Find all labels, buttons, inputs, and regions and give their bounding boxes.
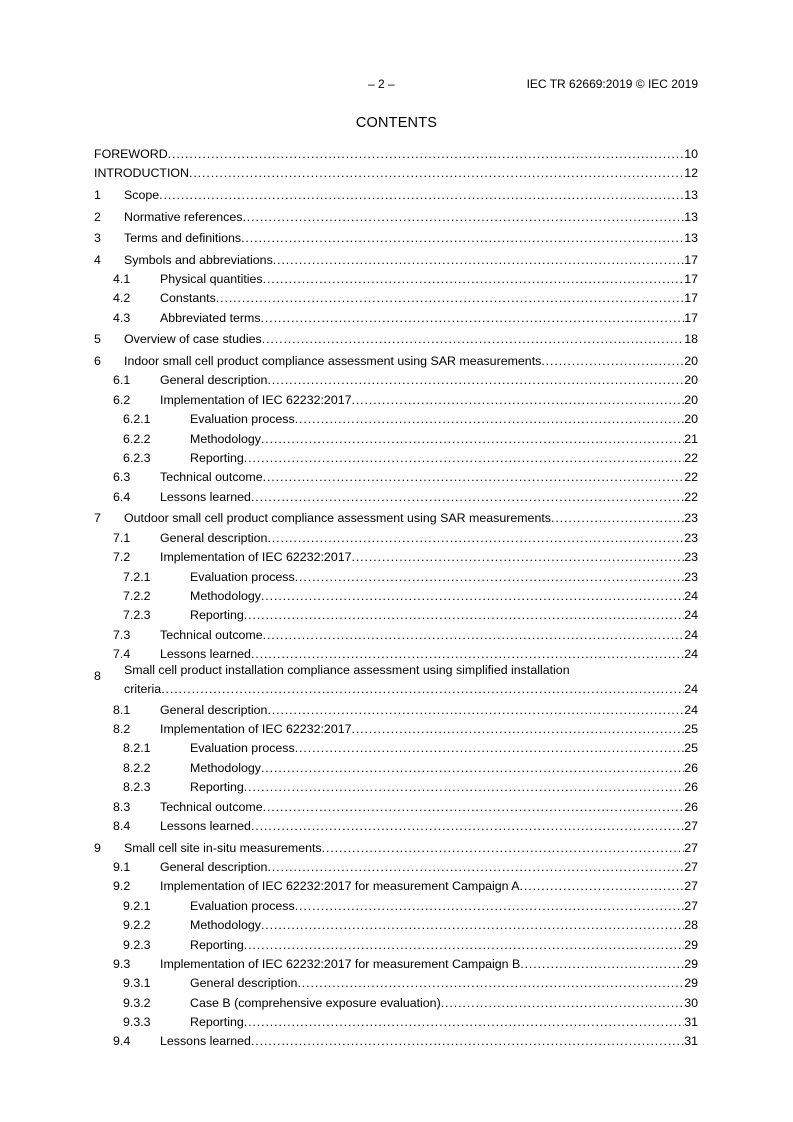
- toc-entry-page: 20: [684, 354, 698, 369]
- toc-entry-page: 29: [684, 937, 698, 952]
- toc-entry-line: [160, 468, 698, 487]
- toc-entry-title: Terms and definitions: [124, 231, 242, 246]
- toc-entry-line: [160, 701, 698, 720]
- toc-entry-page: 25: [684, 741, 698, 756]
- toc-entry-page: 20: [684, 412, 698, 427]
- toc-entry-page: 23: [684, 550, 698, 565]
- toc-entry[interactable]: [94, 916, 698, 935]
- toc-entry[interactable]: [94, 606, 698, 625]
- toc-entry[interactable]: [94, 778, 698, 797]
- toc-entry-number: 4.2: [113, 291, 131, 306]
- dot-leader: [261, 309, 685, 328]
- dot-leader: [295, 739, 685, 758]
- toc-entry-title: Lessons learned: [160, 489, 251, 504]
- toc-entry[interactable]: [94, 145, 698, 164]
- toc-entry-line: [160, 289, 698, 308]
- toc-entry-line: [160, 798, 698, 817]
- toc-entry-title: Case B (comprehensive exposure evaluation): [190, 995, 441, 1010]
- toc-entry-page: 24: [684, 702, 698, 717]
- dot-leader: [261, 759, 684, 778]
- toc-entry-number: 9.4: [113, 1034, 131, 1049]
- toc-entry[interactable]: [94, 701, 698, 720]
- toc-entry-page: 23: [684, 569, 698, 584]
- toc-entry[interactable]: [94, 186, 698, 205]
- toc-entry-page: 27: [684, 879, 698, 894]
- toc-entry-title: Reporting: [190, 780, 244, 795]
- toc-entry-page: 10: [684, 147, 698, 161]
- toc-entry-line: [160, 371, 698, 390]
- toc-entry[interactable]: [94, 759, 698, 778]
- toc-entry-title: General description: [160, 702, 268, 717]
- toc-entry-page: 24: [684, 608, 698, 623]
- toc-entry-line: [160, 626, 698, 645]
- dot-leader: [244, 936, 684, 955]
- toc-entry-page: 23: [684, 530, 698, 545]
- toc-entry-title: Lessons learned: [160, 819, 251, 833]
- toc-entry[interactable]: [94, 798, 698, 817]
- toc-entry-page: 13: [684, 209, 698, 224]
- dot-leader: [441, 994, 685, 1013]
- toc-entry-title: Implementation of IEC 62232:2017 for measurement Campaign A: [160, 879, 520, 894]
- toc-entry-line: [190, 916, 698, 935]
- toc-entry-line: [124, 229, 698, 248]
- toc-entry-line: [190, 739, 698, 758]
- toc-entry-number: 6.2.3: [123, 450, 151, 465]
- toc-entry[interactable]: [94, 994, 698, 1013]
- toc-entry-number: 8.3: [113, 799, 131, 814]
- toc-entry-title: criteria: [124, 681, 162, 696]
- dot-leader: [189, 164, 684, 183]
- toc-entry-line: [160, 720, 698, 739]
- dot-leader: [551, 509, 684, 528]
- toc-entry-title-line1: Small cell product installation compliance assessment using simplified installation: [124, 662, 570, 677]
- toc-entry-page: 22: [684, 450, 698, 465]
- toc-entry-title: Constants: [160, 291, 216, 306]
- toc-entry-number: 4.3: [113, 310, 131, 325]
- toc-entry[interactable]: [94, 208, 698, 227]
- toc-entry[interactable]: [94, 352, 698, 371]
- page-number: – 2 –: [368, 77, 395, 91]
- toc-entry-page: 25: [684, 722, 698, 737]
- dot-leader: [541, 352, 684, 371]
- toc-entry-line: [190, 974, 698, 993]
- toc-entry-title: Technical outcome: [160, 470, 263, 485]
- toc-entry-title: Small cell site in-situ measurements: [124, 840, 322, 855]
- toc-entry[interactable]: [94, 720, 698, 739]
- toc-entry-line: [190, 994, 698, 1013]
- toc-entry-number: 9.3.3: [123, 1015, 151, 1030]
- toc-entry-number: 7.3: [113, 627, 131, 642]
- toc-entry-title: General description: [160, 530, 268, 545]
- toc-entry-title: Implementation of IEC 62232:2017: [160, 722, 352, 737]
- toc-entry-title: INTRODUCTION: [94, 166, 189, 181]
- toc-entry-title: General description: [190, 976, 298, 991]
- toc-entry-title: Reporting: [190, 1015, 244, 1030]
- toc-entry-page: 20: [684, 392, 698, 407]
- toc-entry-number: 9: [94, 840, 101, 855]
- toc-entry-number: 8.2.1: [123, 741, 151, 756]
- toc-entry-page: 27: [684, 840, 698, 855]
- dot-leader: [261, 916, 684, 935]
- toc-entry-line: [160, 391, 698, 410]
- toc-entry-page: 27: [684, 859, 698, 874]
- dot-leader: [262, 330, 684, 349]
- toc-entry-number: 7.2.2: [123, 588, 151, 603]
- toc-entry-title: Evaluation process: [190, 898, 295, 913]
- toc-entry-line: [190, 430, 698, 449]
- toc-entry-number: 8.2: [113, 722, 131, 737]
- toc-entry-number: 5: [94, 332, 101, 347]
- toc-entry-line: [190, 778, 698, 797]
- toc-entry-number: 3: [94, 231, 101, 246]
- toc-entry[interactable]: [94, 897, 698, 916]
- toc-entry-number: 6.2: [113, 392, 131, 407]
- dot-leader: [244, 778, 684, 797]
- toc-entry-title: Reporting: [190, 608, 244, 623]
- toc-entry[interactable]: [94, 391, 698, 410]
- toc-entry[interactable]: [94, 662, 698, 701]
- dot-leader: [216, 289, 684, 308]
- toc-entry-line: [160, 529, 698, 548]
- toc-entry-title: Reporting: [190, 450, 244, 465]
- toc-entry[interactable]: [94, 270, 698, 289]
- toc-entry-title: General description: [160, 373, 268, 388]
- toc-entry-line: [190, 936, 698, 955]
- toc-entry-number: 9.2.1: [123, 898, 151, 913]
- toc-entry[interactable]: [94, 488, 698, 507]
- toc-entry-number: 8.2.2: [123, 760, 151, 775]
- toc-entry[interactable]: [94, 877, 698, 896]
- toc-entry-line: [124, 251, 698, 270]
- toc-entry-page: 22: [684, 470, 698, 485]
- toc-entry-line: [94, 145, 698, 164]
- toc-entry-title: Implementation of IEC 62232:2017 for measurement Campaign B: [160, 956, 521, 971]
- toc-entry[interactable]: [94, 739, 698, 758]
- toc-entry-number: 7.2.1: [123, 569, 151, 584]
- dot-leader: [322, 839, 685, 858]
- toc-entry-line: [124, 208, 698, 227]
- toc-entry[interactable]: [94, 529, 698, 548]
- toc-entry-line: [190, 1013, 698, 1032]
- toc-entry-page: 22: [684, 489, 698, 504]
- dot-leader: [267, 701, 684, 720]
- toc-entry-line: [190, 606, 698, 625]
- toc-entry-number: 8.4: [113, 819, 131, 833]
- toc-entry-title: Normative references: [124, 209, 243, 224]
- toc-entry[interactable]: [94, 229, 698, 248]
- toc-entry-page: 28: [684, 918, 698, 933]
- toc-entry-number: 9.2.2: [123, 918, 151, 933]
- toc-entry-line: [94, 164, 698, 183]
- table-of-contents: [94, 145, 698, 1052]
- toc-entry[interactable]: [94, 164, 698, 183]
- toc-entry-page: 27: [684, 819, 698, 833]
- toc-entry[interactable]: [94, 330, 698, 349]
- toc-entry-page: 29: [684, 956, 698, 971]
- toc-entry-number: 7.4: [113, 647, 131, 662]
- toc-entry-number: 8.1: [113, 702, 131, 717]
- toc-entry-number: 6.4: [113, 489, 131, 504]
- toc-entry-line: [124, 330, 698, 349]
- toc-entry-number: 7: [94, 511, 101, 526]
- page-header: [0, 77, 793, 93]
- toc-entry-page: 13: [684, 187, 698, 202]
- dot-leader: [352, 391, 685, 410]
- toc-entry-page: 26: [684, 799, 698, 814]
- toc-entry-title: Methodology: [190, 760, 261, 775]
- toc-entry-number: 9.2.3: [123, 937, 151, 952]
- toc-entry-number: 6.2.2: [123, 431, 151, 446]
- toc-entry-title: Implementation of IEC 62232:2017: [160, 550, 352, 565]
- toc-entry-number: 1: [94, 187, 101, 202]
- dot-leader: [520, 955, 684, 974]
- dot-leader: [297, 974, 684, 993]
- toc-entry-line: [160, 270, 698, 289]
- toc-entry-title: Outdoor small cell product compliance assessment using SAR measurements: [124, 511, 551, 526]
- toc-entry[interactable]: [94, 955, 698, 974]
- toc-entry-title: Lessons learned: [160, 647, 251, 662]
- toc-entry-number: 9.2: [113, 879, 131, 894]
- toc-entry-title: Evaluation process: [190, 412, 295, 427]
- toc-entry-line: [124, 186, 698, 205]
- toc-entry-number: 7.2: [113, 550, 131, 565]
- toc-entry-page: 17: [684, 252, 698, 267]
- toc-entry-page: 17: [684, 310, 698, 325]
- toc-entry-title: Symbols and abbreviations: [124, 252, 273, 267]
- toc-entry-line: [160, 858, 698, 877]
- toc-entry-number: 9.1: [113, 859, 131, 874]
- toc-entry[interactable]: [94, 839, 698, 858]
- toc-entry-line: [124, 509, 698, 528]
- toc-entry-title: Indoor small cell product compliance assessment using SAR measurements: [124, 354, 542, 369]
- toc-entry[interactable]: [94, 371, 698, 390]
- dot-leader: [244, 606, 684, 625]
- toc-entry-title: Technical outcome: [160, 799, 263, 814]
- dot-leader: [261, 430, 684, 449]
- toc-entry-page: 20: [684, 373, 698, 388]
- toc-entry-number: 9.3.2: [123, 995, 151, 1010]
- toc-entry-number: 6.1: [113, 373, 131, 388]
- toc-entry[interactable]: [94, 858, 698, 877]
- toc-entry[interactable]: [94, 626, 698, 645]
- page-title: CONTENTS: [355, 115, 438, 131]
- toc-entry-title: Methodology: [190, 918, 261, 933]
- dot-leader: [267, 371, 684, 390]
- toc-entry-line: [190, 759, 698, 778]
- toc-entry-page: 29: [684, 976, 698, 991]
- toc-entry-title: Implementation of IEC 62232:2017: [160, 392, 352, 407]
- toc-entry-line: [160, 548, 698, 567]
- dot-leader: [263, 468, 685, 487]
- toc-entry-line: [190, 568, 698, 587]
- dot-leader: [263, 798, 685, 817]
- toc-entry-line: [160, 309, 698, 328]
- toc-entry-title: Evaluation process: [190, 569, 295, 584]
- toc-entry-page: 17: [684, 291, 698, 306]
- toc-entry-title: Methodology: [190, 588, 261, 603]
- toc-entry-line: [160, 488, 698, 507]
- dot-leader: [273, 251, 684, 270]
- toc-entry-title: Technical outcome: [160, 627, 263, 642]
- toc-entry[interactable]: [94, 568, 698, 587]
- toc-entry-page: 24: [684, 588, 698, 603]
- toc-entry[interactable]: [94, 587, 698, 606]
- toc-entry-page: 23: [684, 511, 698, 526]
- dot-leader: [251, 488, 684, 507]
- toc-entry-title: Lessons learned: [160, 1034, 251, 1049]
- toc-entry-page: 21: [684, 431, 698, 446]
- toc-entry-number: 7.1: [113, 530, 131, 545]
- dot-leader: [352, 720, 685, 739]
- toc-entry[interactable]: [94, 936, 698, 955]
- toc-entry-number: 8: [94, 668, 101, 683]
- toc-entry-number: 8.2.3: [123, 780, 151, 795]
- toc-entry-page: 24: [684, 647, 698, 662]
- document-reference: IEC TR 62669:2019 © IEC 2019: [526, 77, 698, 91]
- toc-entry-line: [124, 839, 698, 858]
- dot-leader: [263, 270, 685, 289]
- dot-leader: [263, 626, 685, 645]
- toc-entry-title: Physical quantities: [160, 272, 263, 287]
- dot-leader: [261, 587, 684, 606]
- dot-leader: [242, 208, 684, 227]
- toc-entry-page: 12: [684, 166, 698, 181]
- dot-leader: [295, 897, 685, 916]
- toc-entry-line: [190, 897, 698, 916]
- dot-leader: [161, 680, 684, 699]
- toc-entry-number: 4: [94, 252, 101, 267]
- toc-entry-number: 6.2.1: [123, 412, 151, 427]
- toc-entry-page: 13: [684, 231, 698, 246]
- dot-leader: [244, 1013, 684, 1032]
- toc-entry[interactable]: [94, 449, 698, 468]
- toc-entry-page: 27: [684, 898, 698, 913]
- toc-entry-page: 18: [684, 332, 698, 347]
- toc-entry-number: 9.3.1: [123, 976, 151, 991]
- dot-leader: [159, 186, 684, 205]
- dot-leader: [267, 529, 684, 548]
- toc-entry-title: Reporting: [190, 937, 244, 952]
- toc-entry-number: 4.1: [113, 272, 131, 287]
- dot-leader: [241, 229, 684, 248]
- toc-entry-title: Evaluation process: [190, 741, 295, 756]
- toc-entry-number: 9.3: [113, 956, 131, 971]
- toc-entry-page: 24: [684, 681, 698, 696]
- toc-entry-page: 26: [684, 780, 698, 795]
- toc-entry[interactable]: [94, 251, 698, 270]
- toc-entry[interactable]: [94, 1013, 698, 1032]
- toc-entry-line: [160, 1032, 698, 1051]
- toc-entry-number: 6: [94, 354, 101, 369]
- dot-leader: [295, 410, 685, 429]
- toc-entry-line: [190, 410, 698, 429]
- toc-entry-title: Methodology: [190, 431, 261, 446]
- toc-entry-title: FOREWORD: [94, 147, 168, 161]
- toc-entry[interactable]: [94, 548, 698, 567]
- dot-leader: [251, 817, 684, 836]
- toc-entry[interactable]: [94, 817, 698, 836]
- toc-entry-title: Abbreviated terms: [160, 310, 261, 325]
- toc-entry-title: Overview of case studies: [124, 332, 262, 347]
- toc-entry[interactable]: [94, 974, 698, 993]
- toc-entry-line: [124, 352, 698, 371]
- toc-entry-page: 31: [684, 1034, 698, 1049]
- toc-entry[interactable]: [94, 410, 698, 429]
- dot-leader: [267, 858, 684, 877]
- toc-entry-line: [160, 955, 698, 974]
- toc-entry-number: 7.2.3: [123, 608, 151, 623]
- toc-entry-number: 6.3: [113, 470, 131, 485]
- toc-entry-page: 17: [684, 272, 698, 287]
- dot-leader: [352, 548, 685, 567]
- dot-leader: [251, 1032, 684, 1051]
- dot-leader: [244, 449, 684, 468]
- dot-leader: [295, 568, 685, 587]
- dot-leader: [168, 145, 685, 164]
- toc-entry-number: 2: [94, 209, 101, 224]
- toc-entry-page: 24: [684, 627, 698, 642]
- toc-entry-line: [124, 680, 698, 699]
- toc-entry-line: [160, 877, 698, 896]
- toc-entry-page: 30: [684, 995, 698, 1010]
- toc-entry[interactable]: [94, 468, 698, 487]
- toc-entry-page: 31: [684, 1015, 698, 1030]
- toc-entry-title: General description: [160, 859, 268, 874]
- toc-entry[interactable]: [94, 289, 698, 308]
- toc-entry-page: 26: [684, 760, 698, 775]
- toc-entry-line: [190, 587, 698, 606]
- toc-entry-line: [160, 817, 698, 836]
- dot-leader: [520, 877, 685, 896]
- toc-entry-title: Scope: [124, 187, 160, 202]
- toc-entry-line: [190, 449, 698, 468]
- toc-entry[interactable]: [94, 309, 698, 328]
- toc-entry[interactable]: [94, 1032, 698, 1051]
- toc-entry[interactable]: [94, 509, 698, 528]
- toc-entry[interactable]: [94, 430, 698, 449]
